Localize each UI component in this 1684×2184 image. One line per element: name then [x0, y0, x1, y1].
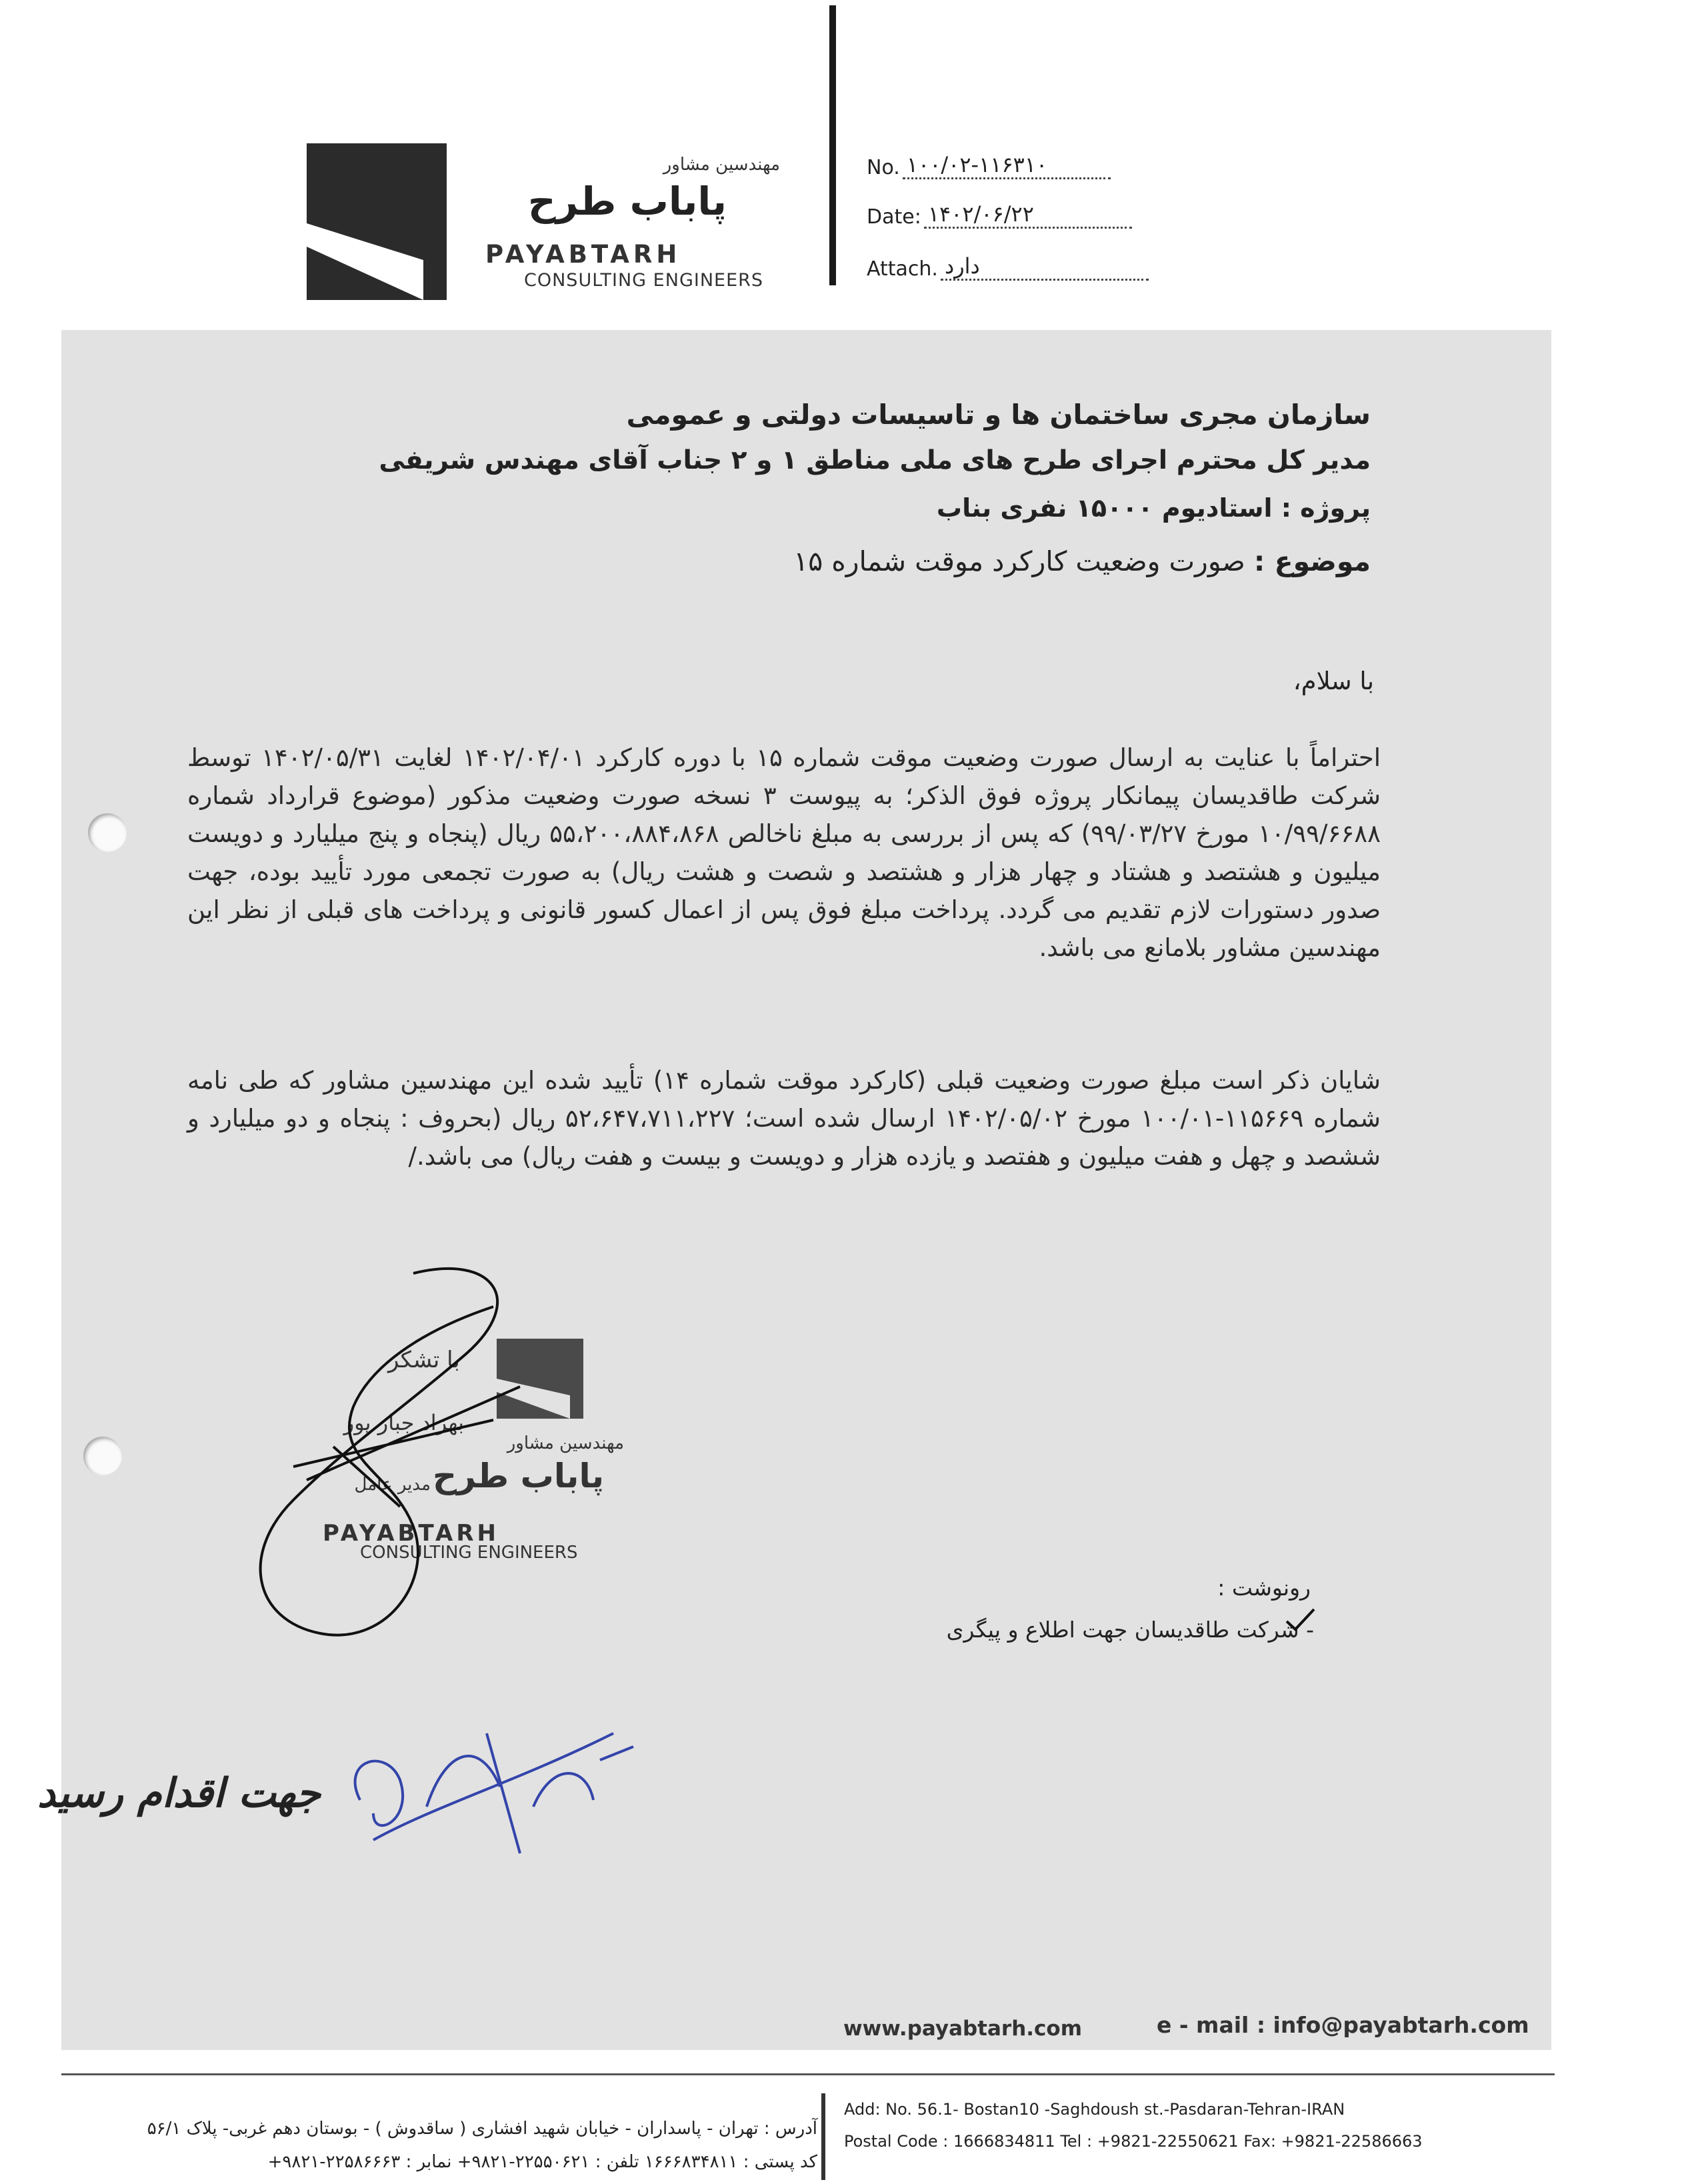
footer-rule: [61, 2073, 1555, 2075]
letter-number-value: ۱۰۰/۰۲-۱۱۶۳۱۰: [903, 152, 1111, 179]
manager-signature: [213, 1247, 627, 1660]
body-paragraph-2: شایان ذکر است مبلغ صورت وضعیت قبلی (کارکرد موقت شماره ۱۴) تأیید شده این مهندسین مشاور که طی نامه شماره ۱۱۵۶۶۹-۱۰۰/۰۱ مورخ ۱۴۰۲/۰۵/۰۲ ارسال شده است؛ ۵۲،۶۴۷،۷۱۱،۲۲۷ ریال (بحروف : پنجاه و دو میلیارد و ششصد و چهل و هفت میلیون و هفتصد و یازده هزار و دویست و بیست و هفت ریال) می باشد./: [187, 1066, 1381, 1171]
firm-name-fa-small: مهندسین مشاور: [663, 155, 780, 175]
stamp-firm-fa-small: مهندسین مشاور: [507, 1433, 624, 1453]
cc-item: - شرکت طاقدیسان جهت اطلاع و پیگری: [946, 1617, 1314, 1643]
check-mark-icon: [1283, 1607, 1317, 1633]
project-line: پروژه : استادیوم ۱۵۰۰۰ نفری بناب: [936, 493, 1371, 523]
logo-mark-icon: [307, 143, 447, 300]
letter-number-row: [867, 152, 1111, 179]
cc-label: رونوشت :: [1217, 1575, 1311, 1601]
recipient-addressee: مدیر کل محترم اجرای طرح های ملی مناطق ۱ و ۲ جناب آقای مهندس شریفی: [379, 445, 1371, 475]
letter-attach-row: [867, 253, 1149, 281]
firm-tagline-en: CONSULTING ENGINEERS: [524, 270, 764, 291]
signatory-title: مدیر عامل: [354, 1475, 431, 1495]
website-link[interactable]: www.payabtarh.com: [843, 2017, 1083, 2041]
letter-attach-value: دارد: [941, 253, 1149, 281]
subject-label: موضوع :: [1253, 545, 1371, 577]
letter-date-value: ۱۴۰۲/۰۶/۲۲: [924, 201, 1132, 229]
firm-name-en: PAYABTARH: [485, 240, 681, 269]
footer-address-en: Add: No. 56.1- Bostan10 -Saghdoush st.-Pasdaran-Tehran-IRAN: [844, 2100, 1345, 2119]
greeting: با سلام،: [1293, 667, 1374, 695]
letter-attach-label: Attach.: [867, 257, 938, 281]
firm-logo: [307, 143, 447, 300]
footer-postal-en: Postal Code : 1666834811 Tel : +9821-22550621 Fax: +9821-22586663: [844, 2132, 1423, 2151]
punch-hole: [88, 813, 127, 852]
firm-name-fa: پاباب طرح: [527, 179, 727, 224]
letter-date-label: Date:: [867, 205, 921, 229]
email-link[interactable]: e - mail : info@payabtarh.com: [1157, 2012, 1529, 2038]
signature-thanks: با تشکر: [388, 1347, 460, 1373]
letter-date-row: [867, 201, 1132, 229]
letter-number-label: No.: [867, 156, 900, 179]
stamp-firm-en-sub: CONSULTING ENGINEERS: [360, 1543, 578, 1563]
punch-hole: [83, 1437, 122, 1475]
letterhead-divider: [829, 5, 836, 285]
signatory-name: بهزاد جبار پور: [343, 1410, 464, 1435]
recipient-org: سازمان مجری ساختمان ها و تاسیسات دولتی و عمومی: [626, 399, 1371, 431]
body-paragraph-1: احتراماً با عنایت به ارسال صورت وضعیت موقت شماره ۱۵ با دوره کارکرد ۱۴۰۲/۰۴/۰۱ لغایت ۱۴۰۲/۰۵/۳۱ توسط شرکت طاقدیسان پیمانکار پروژه فوق الذکر؛ به پیوست ۳ نسخه صورت وضعیت مذکور (موضوع قرارداد شماره ۱۰/۹۹/۶۶۸۸ مورخ ۹۹/۰۳/۲۷) که پس از بررسی به مبلغ ناخالص ۵۵،۲۰۰،۸۸۴،۸۶۸ ریال (پنجاه و پنج میلیارد و دویست میلیون و هشتصد و هشتاد و چهار هزار و هشتصد و شصت و هشت ریال) به صورت تجمعی مورد تأیید بوده، جهت صدور دستورات لازم تقدیم می گردد. پرداخت مبلغ فوق پس از اعمال کسور قانونی و پرداخت های قبلی از نظر این مهندسین مشاور بلامانع می باشد.: [187, 743, 1381, 962]
stamp-firm-fa: پاباب طرح: [433, 1457, 604, 1495]
subject-text: صورت وضعیت کارکرد موقت شماره ۱۵: [793, 545, 1245, 577]
subject-line: [793, 545, 1371, 577]
handwritten-initials: [333, 1707, 653, 1880]
footer-divider: [821, 2093, 825, 2180]
footer-postal-fa: کد پستی : ۱۶۶۶۸۳۴۸۱۱ تلفن : ۲۲۵۵۰۶۲۱-۹۸۲۱+ نمابر : ۲۲۵۸۶۶۶۳-۹۸۲۱+: [267, 2152, 817, 2172]
footer-address-fa: آدرس : تهران - پاسداران - خیابان شهید افشاری ( ساقدوش ) - بوستان دهم غربی- پلاک ۵۶/۱: [147, 2119, 817, 2139]
handwritten-note: جهت اقدام رسید: [37, 1770, 321, 1817]
stamp-firm-en: PAYABTARH: [323, 1520, 499, 1547]
